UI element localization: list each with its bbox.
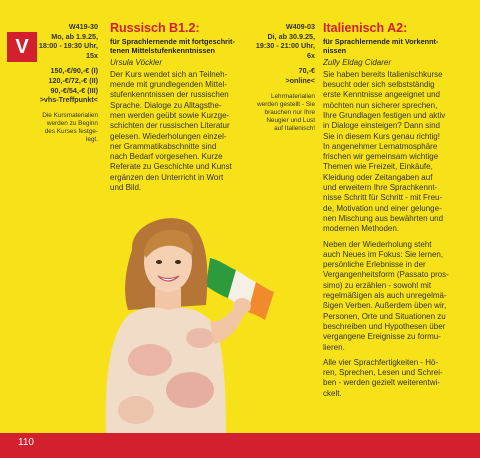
course2-note-line: werden gestellt - Sie: [257, 101, 315, 108]
course1-price: 90,-€/54,-€ (III): [50, 85, 98, 95]
course1-schedule-line: 15x: [86, 50, 98, 60]
course1-note-line: des Kurses festge-: [44, 128, 98, 135]
text-line: ben - werden gezielt weiterentwi-: [323, 378, 440, 388]
text-line: In angenehmer Lernatmosphäre: [323, 141, 438, 151]
course1-note-line: werden zu Beginn: [46, 120, 98, 127]
shirt-pattern: [128, 344, 172, 376]
shirt-pattern: [118, 396, 154, 424]
text-line: vergangene Ereignisse zu formu-: [323, 332, 441, 342]
logo-letter: V: [15, 35, 29, 58]
text-line: de, Motivation und einer gelunge-: [323, 203, 442, 213]
hand: [233, 298, 251, 314]
page-number: 110: [18, 437, 34, 448]
course2-note: [240, 93, 315, 133]
text-line: Referate zu Geschichte und Kunst: [110, 162, 232, 172]
course2-subtitle-line: nissen: [323, 46, 347, 56]
course1-subtitle: [110, 37, 250, 56]
text-line: modernen Methoden.: [323, 224, 400, 234]
course2-note-line: Lehrmaterialien: [270, 93, 315, 100]
text-line: schichten der russischen Literatur: [110, 121, 230, 131]
course1-subtitle-line: tenen Mittelstufenkenntnissen: [110, 46, 216, 56]
text-line: frischen wir gemeinsam wichtige: [323, 152, 439, 162]
text-line: persönliche Erlebnisse in der: [323, 260, 426, 270]
text-line: men werden geübt sowie Kurzge-: [110, 111, 230, 120]
course2-schedule-line: 6x: [307, 50, 315, 60]
text-line: ren, Sprechen, Lesen und Schrei-: [323, 368, 443, 378]
text-line: in Dialoge einsteigen? Dann sind: [323, 121, 440, 131]
course2-schedule-line: 19:30 - 21:00 Uhr,: [255, 41, 315, 51]
text-line: Der Kurs wendet sich an Teilneh-: [110, 69, 228, 79]
text-line: Ihre Grundlagen festigen und aktiv: [323, 111, 446, 120]
course1-price: 150,-€/90,-€ (I): [50, 66, 98, 76]
text-line: nen Mischung aus bewährten und: [323, 213, 444, 223]
course1-price: 120,-€/72,-€ (II): [48, 75, 98, 85]
footer-bar: [0, 433, 480, 458]
course1-subtitle-line: für Sprachlernende mit fortgeschrit-: [110, 37, 235, 46]
course2-title: Italienisch A2:: [323, 21, 408, 35]
text-line: Sie in diesem Kurs genau richtig!: [323, 131, 440, 141]
course2-note-line: auf Italienisch!: [274, 125, 315, 132]
course2-subtitle: [323, 37, 473, 56]
text-line: simo) zu erzählen - sowohl mit: [323, 280, 432, 290]
course2-note-line: Neugier und Lust: [266, 117, 315, 124]
course1-title: Russisch B1.2:: [110, 21, 200, 35]
text-line: erste Kenntnisse angeeignet und: [323, 90, 440, 100]
text-line: nach Bedarf vorgesehen. Kurze: [110, 152, 223, 162]
course2-code: W409-03: [285, 22, 315, 31]
course1-location: >vhs-Treffpunkt<: [39, 95, 98, 105]
course1-description: [110, 70, 250, 194]
course1-note: [22, 112, 98, 144]
course1-code: W419-30: [68, 22, 98, 31]
course2-paragraph: [323, 358, 473, 399]
text-line: Sie haben bereits Italienischkurse: [323, 69, 443, 79]
text-line: lieren.: [323, 342, 345, 352]
text-line: und Bild.: [110, 183, 142, 193]
text-line: Kleidung oder Zeitangaben auf: [323, 172, 433, 182]
text-line: Alle vier Sprachfertigkeiten - Hö-: [323, 357, 439, 367]
text-line: Sprache. Dialoge zu Alltagsthe-: [110, 100, 222, 110]
text-line: mende mit grundlegenden Mittel-: [110, 80, 227, 90]
shirt-pattern: [186, 328, 214, 348]
text-line: regelmäßigen als auch unregelmä-: [323, 291, 447, 301]
course1-schedule-line: 18:00 - 19:30 Uhr,: [38, 41, 98, 51]
text-line: besucht oder sich selbstständig: [323, 80, 435, 90]
course2-body: [323, 21, 473, 399]
course2-meta: [240, 22, 315, 86]
text-line: ckelt.: [323, 388, 342, 398]
text-line: möchten nun sicherer sprechen,: [323, 100, 438, 110]
course1-note-line: legt.: [85, 136, 98, 143]
shirt-pattern: [166, 372, 214, 408]
text-line: nisse Schritt für Schritt - mit Freu-: [323, 193, 443, 203]
course2-price: 70,-€: [298, 66, 315, 76]
text-line: auch Neues im Fokus: Sie lernen,: [323, 249, 444, 259]
text-line: ner Grammatikabschnitte sind: [110, 141, 217, 151]
text-line: Vergangenheitsform (Passato pros-: [323, 270, 449, 280]
eye: [156, 260, 162, 264]
course1-teacher: Ursula Vöckler: [110, 57, 163, 67]
text-line: ergänzen den Unterricht in Wort: [110, 172, 224, 182]
course2-subtitle-line: für Sprachlernende mit Vorkennt-: [323, 37, 439, 46]
text-line: Neben der Wiederholung steht: [323, 239, 432, 249]
course2-location: >online<: [285, 75, 315, 85]
photo-girl-with-flag: [60, 210, 310, 435]
course2-paragraph: [323, 240, 473, 353]
text-line: ßigen Verben. Außerdem üben wir,: [323, 301, 447, 311]
text-line: beschreiben und Hypothesen über: [323, 321, 446, 331]
text-line: stufenkenntnissen der russischen: [110, 90, 229, 100]
text-line: Themen wie Freizeit, Einkäufe,: [323, 162, 433, 172]
course2-schedule-line: Di, ab 30.9.25,: [267, 31, 315, 41]
eye: [175, 260, 181, 264]
course1-schedule-line: Mo, ab 1.9.25,: [51, 31, 98, 41]
course1-meta: [22, 22, 98, 105]
text-line: Personen, Orte und Situationen zu: [323, 311, 446, 321]
text-line: und erweitern Ihre Sprachkennt-: [323, 183, 438, 193]
course2-teacher: Zully Eldag Cidarer: [323, 57, 392, 67]
course1-note-line: Die Kursmaterialien: [42, 112, 98, 119]
course2-paragraph: [323, 70, 473, 235]
course1-body: [110, 21, 250, 193]
text-line: gelesen. Wiederholungen einzel-: [110, 131, 227, 141]
course2-note-line: brauchen nur Ihre: [264, 109, 315, 116]
